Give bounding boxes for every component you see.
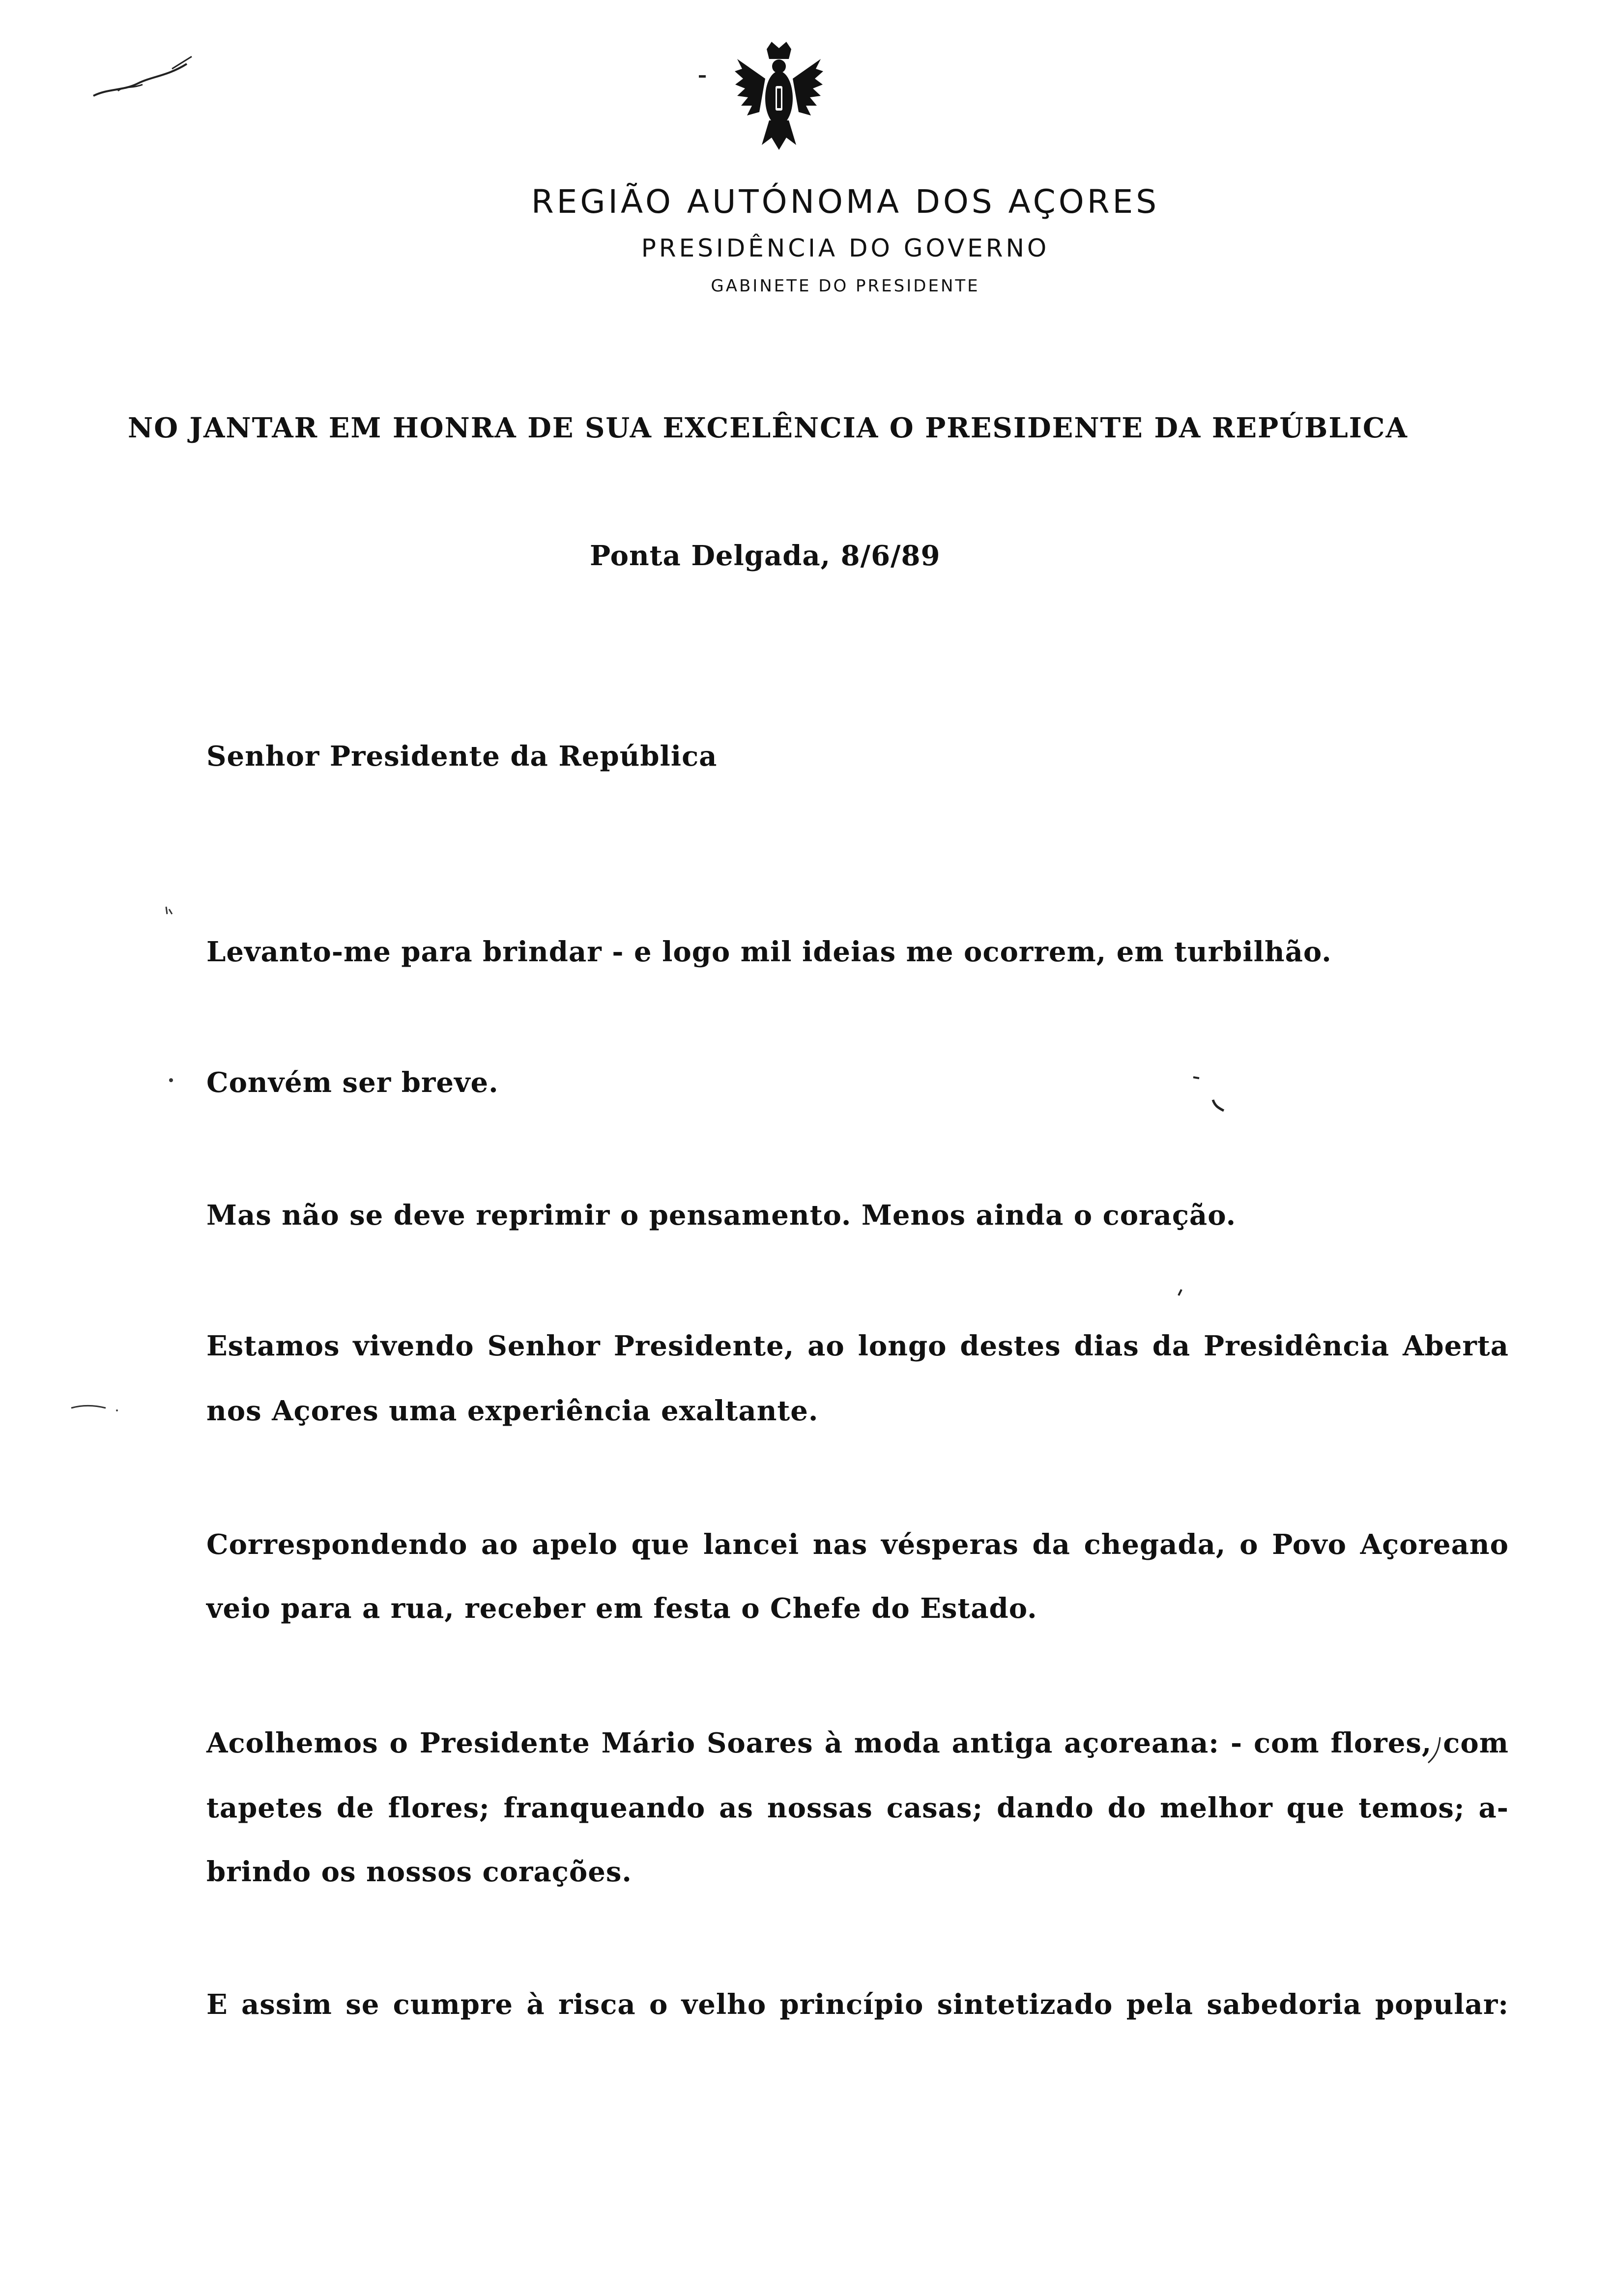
stray-mark (698, 73, 708, 80)
paragraph-6-line-1: Acolhemos o Presidente Mário Soares à moda antiga açoreana: - com flores, com (206, 1727, 1509, 1759)
stray-mark (162, 904, 177, 919)
salutation: Senhor Presidente da República (206, 740, 718, 773)
paragraph-1-line-1: Levanto-me para brindar - e logo mil ideias me ocorrem, em turbilhão. (206, 936, 1332, 968)
paragraph-5-line-1: Correspondendo ao apelo que lancei nas vésperas da chegada, o Povo Açoreano (206, 1528, 1509, 1561)
stray-mark (1425, 1732, 1445, 1767)
coat-of-arms-eagle-icon (732, 39, 826, 152)
stray-mark (69, 1401, 123, 1415)
paragraph-2-line-1: Convém ser breve. (206, 1066, 499, 1099)
letterhead-cabinet: GABINETE DO PRESIDENTE (711, 276, 980, 296)
paragraph-7-line-1: E assim se cumpre à risca o velho princípio sintetizado pela sabedoria popular: (206, 1988, 1509, 2021)
stray-mark (1189, 1071, 1229, 1120)
paragraph-4-line-1: Estamos vivendo Senhor Presidente, ao longo destes dias da Presidência Aberta (206, 1330, 1509, 1362)
handwritten-mark (88, 49, 197, 103)
paragraph-6-line-2: tapetes de flores; franqueando as nossas casas; dando do melhor que temos; a- (206, 1792, 1509, 1824)
paragraph-3-line-1: Mas não se deve reprimir o pensamento. Menos ainda o coração. (206, 1199, 1237, 1232)
paragraph-5-line-2: veio para a rua, receber em festa o Chefe do Estado. (206, 1592, 1037, 1625)
stray-mark (1175, 1288, 1184, 1297)
letterhead-region: REGIÃO AUTÓNOMA DOS AÇORES (531, 183, 1160, 221)
place-date: Ponta Delgada, 8/6/89 (590, 540, 941, 572)
paragraph-6-line-3: brindo os nossos corações. (206, 1856, 632, 1888)
paragraph-4-line-2: nos Açores uma experiência exaltante. (206, 1395, 819, 1427)
document-title: NO JANTAR EM HONRA DE SUA EXCELÊNCIA O PRESIDENTE DA REPÚBLICA (128, 412, 1408, 444)
stray-mark (167, 1076, 175, 1084)
letterhead-presidency: PRESIDÊNCIA DO GOVERNO (641, 234, 1050, 262)
